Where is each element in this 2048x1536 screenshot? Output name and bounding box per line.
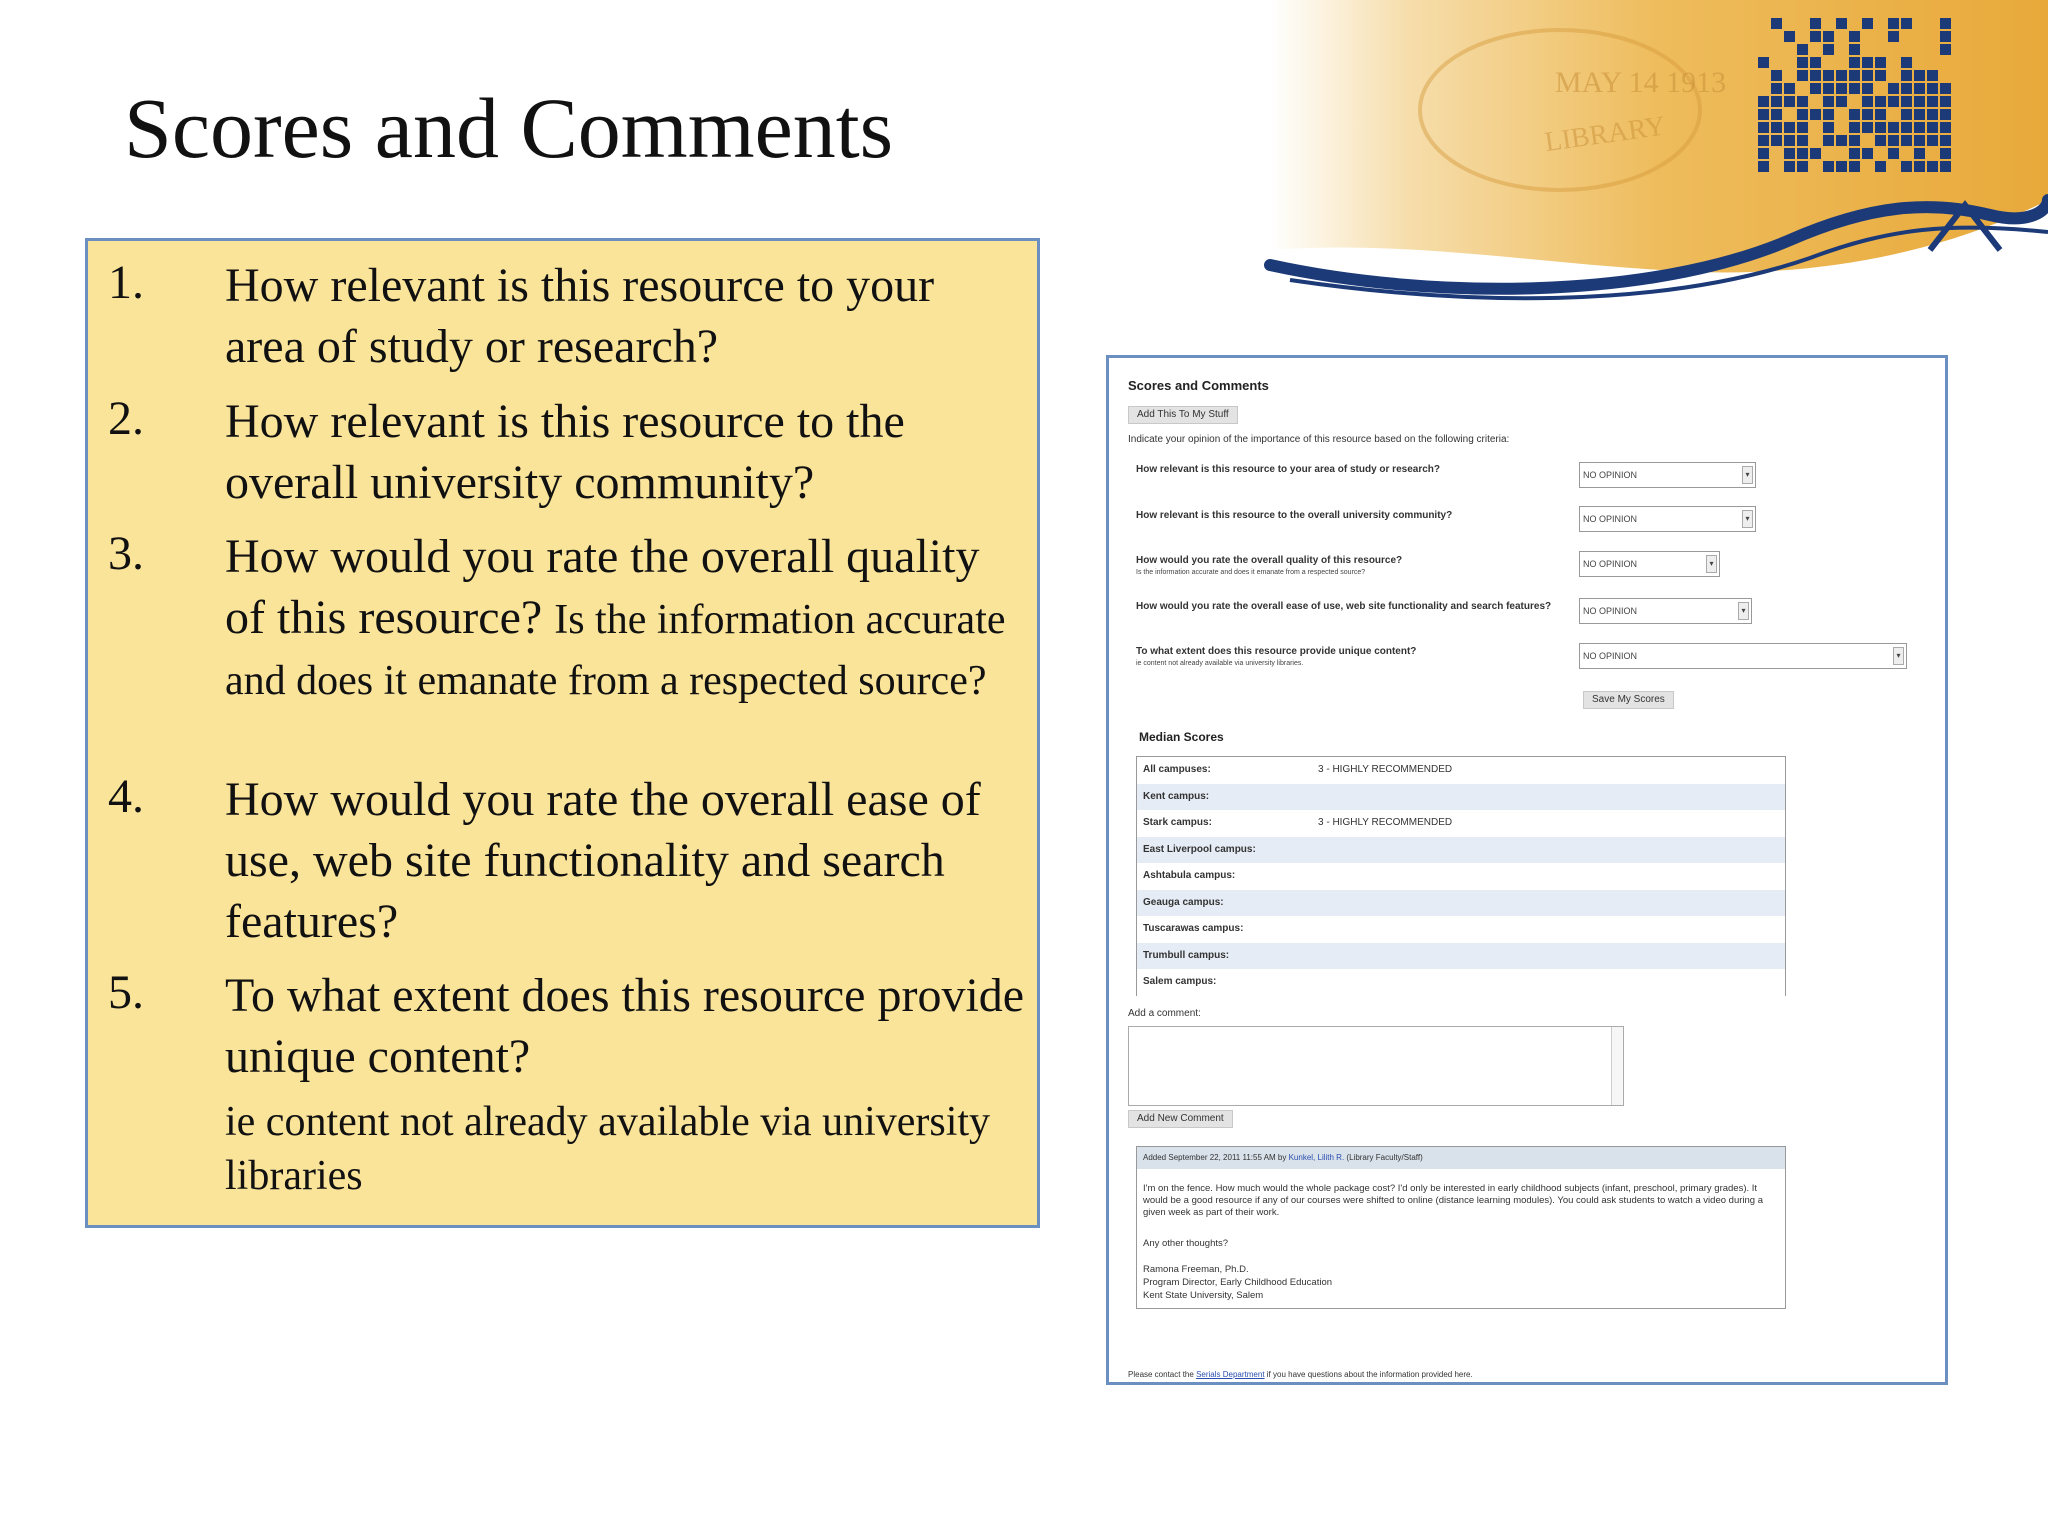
- pixel-tile: [1914, 70, 1925, 81]
- pixel-tile: [1940, 18, 1951, 29]
- pixel-tile: [1875, 109, 1886, 120]
- pixel-tile: [1797, 135, 1808, 146]
- select-value: NO OPINION: [1583, 651, 1638, 661]
- select-value: NO OPINION: [1583, 514, 1638, 524]
- pixel-tile: [1862, 96, 1873, 107]
- pixel-tile: [1810, 109, 1821, 120]
- pixel-tile: [1823, 70, 1834, 81]
- pixel-tile: [1875, 122, 1886, 133]
- pixel-tile: [1849, 109, 1860, 120]
- criterion-3-hint: Is the information accurate and does it emanate from a respected source?: [1136, 569, 1366, 576]
- pixel-tile: [1940, 96, 1951, 107]
- table-row: All campuses: 3 - HIGHLY RECOMMENDED: [1137, 757, 1785, 784]
- pixel-tile: [1862, 57, 1873, 68]
- page-heading: Scores and Comments: [1128, 378, 1269, 393]
- pixel-tile: [1810, 57, 1821, 68]
- table-row: Stark campus: 3 - HIGHLY RECOMMENDED: [1137, 810, 1785, 837]
- question-text: How relevant is this resource to your area of study or research?: [225, 259, 935, 373]
- pixel-tile: [1888, 122, 1899, 133]
- scores-page-screenshot: [1106, 355, 1948, 1385]
- questions-box: [85, 238, 1040, 1228]
- question-detail: Is the information accurate and does it emanate from a respected source?: [225, 597, 1006, 704]
- pixel-tile: [1823, 135, 1834, 146]
- pixel-tile: [1940, 122, 1951, 133]
- criterion-1-select[interactable]: [1579, 462, 1756, 488]
- pixel-tile: [1914, 148, 1925, 159]
- pixel-tile: [1875, 161, 1886, 172]
- pixel-tile: [1810, 83, 1821, 94]
- pixel-tile: [1862, 83, 1873, 94]
- pixel-tile: [1927, 109, 1938, 120]
- comment-question: Any other thoughts?: [1143, 1238, 1229, 1249]
- pixel-tile: [1849, 57, 1860, 68]
- criterion-3-label: How would you rate the overall quality of this resource?: [1136, 555, 1403, 566]
- add-comment-label: Add a comment:: [1128, 1008, 1201, 1019]
- serials-department-link[interactable]: Serials Department: [1196, 1370, 1265, 1379]
- median-scores-table: [1136, 756, 1786, 996]
- criterion-2-select[interactable]: [1579, 506, 1756, 532]
- pixel-tile: [1940, 135, 1951, 146]
- pixel-tile: [1901, 161, 1912, 172]
- pixel-tile: [1862, 18, 1873, 29]
- criterion-4-select[interactable]: [1579, 598, 1752, 624]
- pixel-tile: [1888, 83, 1899, 94]
- pixel-tile: [1927, 70, 1938, 81]
- pixel-tile: [1823, 31, 1834, 42]
- question-number: 1.: [108, 256, 144, 309]
- pixel-tile: [1771, 122, 1782, 133]
- pixel-tile: [1888, 31, 1899, 42]
- pixel-tile: [1836, 161, 1847, 172]
- pixel-tile: [1849, 31, 1860, 42]
- pixel-tile: [1862, 148, 1873, 159]
- table-row: Geauga campus:: [1137, 890, 1785, 917]
- chevron-down-icon: ▾: [1738, 602, 1749, 620]
- pixel-tile: [1758, 135, 1769, 146]
- question-detail: ie content not already available via university libraries: [225, 1099, 991, 1199]
- pixel-tile: [1901, 83, 1912, 94]
- pixel-tile: [1927, 83, 1938, 94]
- pixel-tile: [1849, 122, 1860, 133]
- comment-signature-name: Ramona Freeman, Ph.D.: [1143, 1264, 1249, 1275]
- pixel-tile: [1758, 57, 1769, 68]
- add-to-my-stuff-button[interactable]: Add This To My Stuff: [1128, 406, 1238, 424]
- pixel-tile: [1849, 161, 1860, 172]
- pixel-tile: [1771, 83, 1782, 94]
- question-text: [225, 526, 1025, 709]
- pixel-tile: [1914, 83, 1925, 94]
- question-number: 3.: [108, 527, 144, 580]
- pixel-tile: [1823, 109, 1834, 120]
- select-value: NO OPINION: [1583, 559, 1638, 569]
- question-text: To what extent does this resource provide unique content?: [225, 969, 1025, 1083]
- pixel-tile: [1914, 161, 1925, 172]
- table-row: Salem campus:: [1137, 969, 1785, 996]
- pixel-tile: [1914, 96, 1925, 107]
- pixel-tile: [1797, 122, 1808, 133]
- pixel-tile: [1875, 135, 1886, 146]
- pixel-tile: [1901, 57, 1912, 68]
- pixel-tile: [1823, 83, 1834, 94]
- pixel-tile: [1797, 109, 1808, 120]
- pixel-tile: [1797, 57, 1808, 68]
- pixel-tile: [1849, 70, 1860, 81]
- library-banner-art: [1230, 0, 2048, 320]
- pixel-tile: [1784, 31, 1795, 42]
- pixel-tile: [1823, 44, 1834, 55]
- pixel-tile: [1771, 96, 1782, 107]
- pixel-tile: [1875, 57, 1886, 68]
- pixel-tile: [1888, 148, 1899, 159]
- pixel-tile: [1784, 96, 1795, 107]
- pixel-tile: [1888, 18, 1899, 29]
- criterion-2-label: How relevant is this resource to the overall university community?: [1136, 510, 1453, 521]
- table-row: Tuscarawas campus:: [1137, 916, 1785, 943]
- table-row: Ashtabula campus:: [1137, 863, 1785, 890]
- pixel-tile: [1784, 135, 1795, 146]
- pixel-tile: [1797, 96, 1808, 107]
- pixel-tile: [1888, 135, 1899, 146]
- pixel-tile: [1927, 96, 1938, 107]
- pixel-tile: [1784, 161, 1795, 172]
- comment-author-role: (Library Faculty/Staff): [1346, 1153, 1423, 1162]
- comment-header: [1137, 1147, 1785, 1169]
- pixel-tile: [1849, 148, 1860, 159]
- pixel-tile: [1927, 161, 1938, 172]
- table-row: Trumbull campus:: [1137, 943, 1785, 970]
- criterion-5-select[interactable]: [1579, 643, 1907, 669]
- question-main: How would you rate the overall quality of this resource?: [225, 530, 980, 644]
- chevron-down-icon: ▾: [1893, 647, 1904, 665]
- median-scores-heading: Median Scores: [1139, 730, 1224, 744]
- pixel-tile: [1797, 70, 1808, 81]
- pixel-tile: [1849, 83, 1860, 94]
- criterion-5-hint: ie content not already available via university libraries.: [1136, 660, 1304, 667]
- pixel-tile: [1901, 122, 1912, 133]
- pixel-tile: [1836, 18, 1847, 29]
- question-text: How relevant is this resource to the overall university community?: [225, 395, 905, 509]
- pixel-tile: [1862, 70, 1873, 81]
- stamp-library: LIBRARY: [1542, 110, 1668, 159]
- chevron-down-icon: ▾: [1706, 555, 1717, 573]
- comment-body: I'm on the fence. How much would the whole package cost? I'd only be interested in early childhood subjects (infant, preschool, primary grades). It would be a good resource if any of our courses were shifted to online (distance learning modules). You could ask students to watch a video during a given week as part of their work.: [1143, 1183, 1763, 1218]
- criterion-5-label: To what extent does this resource provide unique content?: [1136, 646, 1417, 657]
- pixel-tile: [1927, 122, 1938, 133]
- save-my-scores-button[interactable]: Save My Scores: [1583, 691, 1674, 709]
- pixel-tile: [1758, 161, 1769, 172]
- pixel-tile: [1914, 109, 1925, 120]
- table-row: East Liverpool campus:: [1137, 837, 1785, 864]
- pixel-tile: [1823, 161, 1834, 172]
- criteria-intro: Indicate your opinion of the importance of this resource based on the following criteria:: [1128, 434, 1510, 445]
- pixel-tile: [1940, 161, 1951, 172]
- pixel-tile: [1862, 122, 1873, 133]
- pixel-tile: [1875, 70, 1886, 81]
- pixel-tile: [1901, 18, 1912, 29]
- slide-title: Scores and Comments: [124, 80, 894, 176]
- comment-date: Added September 22, 2011 11:55 AM by: [1143, 1153, 1287, 1162]
- question-text: How would you rate the overall ease of use, web site functionality and search features?: [225, 773, 981, 948]
- pixel-tile: [1810, 148, 1821, 159]
- pixel-tile: [1836, 96, 1847, 107]
- pixel-tile: [1901, 109, 1912, 120]
- comment-signature-title: Program Director, Early Childhood Education: [1143, 1277, 1333, 1288]
- pixel-tile: [1758, 96, 1769, 107]
- pixel-tile: [1940, 148, 1951, 159]
- pixel-tile: [1797, 161, 1808, 172]
- stamp-date: MAY 14 1913: [1555, 66, 1727, 99]
- pixel-tile: [1927, 135, 1938, 146]
- pixel-tile: [1823, 122, 1834, 133]
- footer-text: Please contact the: [1128, 1370, 1194, 1379]
- pixel-tile: [1810, 70, 1821, 81]
- pixel-tile: [1901, 135, 1912, 146]
- pixel-tile: [1940, 44, 1951, 55]
- question-number: 4.: [108, 770, 144, 823]
- page-footer: [1128, 1370, 1473, 1379]
- table-row: Kent campus:: [1137, 784, 1785, 811]
- pixel-tile: [1836, 70, 1847, 81]
- footer-text: if you have questions about the information provided here.: [1266, 1370, 1473, 1379]
- select-value: NO OPINION: [1583, 606, 1638, 616]
- pixel-tile: [1771, 18, 1782, 29]
- criterion-1-label: How relevant is this resource to your area of study or research?: [1136, 464, 1440, 475]
- pixel-tile: [1771, 135, 1782, 146]
- pixel-tile: [1836, 83, 1847, 94]
- pixel-tile: [1797, 148, 1808, 159]
- pixel-tile: [1940, 83, 1951, 94]
- textarea-scrollbar[interactable]: [1611, 1027, 1623, 1105]
- pixel-tile: [1771, 109, 1782, 120]
- pixel-tile: [1784, 122, 1795, 133]
- pixel-tile: [1771, 70, 1782, 81]
- question-number: 5.: [108, 966, 144, 1019]
- chevron-down-icon: ▾: [1742, 510, 1753, 528]
- pixel-tile: [1836, 135, 1847, 146]
- criterion-3-select[interactable]: [1579, 551, 1720, 577]
- pixel-tile: [1784, 83, 1795, 94]
- pixel-tile: [1758, 122, 1769, 133]
- pixel-tile: [1849, 135, 1860, 146]
- pixel-tile: [1758, 109, 1769, 120]
- pixel-tile: [1914, 135, 1925, 146]
- criterion-4-label: How would you rate the overall ease of use, web site functionality and search features?: [1136, 601, 1552, 612]
- pixel-tile: [1758, 148, 1769, 159]
- pixel-tile: [1940, 109, 1951, 120]
- pixel-tile: [1797, 44, 1808, 55]
- pixel-tile: [1901, 70, 1912, 81]
- pixel-tile: [1875, 96, 1886, 107]
- pixel-tile: [1823, 96, 1834, 107]
- pixel-tile: [1862, 109, 1873, 120]
- pixel-tile: [1888, 96, 1899, 107]
- comment-textarea[interactable]: [1128, 1026, 1624, 1106]
- comment-author-link[interactable]: Kunkel, Lilith R.: [1288, 1153, 1345, 1162]
- comment-entry: [1136, 1146, 1786, 1309]
- question-number: 2.: [108, 392, 144, 445]
- pixel-tile: [1810, 31, 1821, 42]
- pixel-tile: [1849, 44, 1860, 55]
- pixel-tile: [1901, 96, 1912, 107]
- comment-signature-org: Kent State University, Salem: [1143, 1290, 1264, 1301]
- add-new-comment-button[interactable]: Add New Comment: [1128, 1110, 1233, 1128]
- pixel-tile: [1914, 122, 1925, 133]
- pixel-tile: [1784, 148, 1795, 159]
- pixel-tile: [1940, 31, 1951, 42]
- pixel-tile: [1810, 18, 1821, 29]
- select-value: NO OPINION: [1583, 470, 1638, 480]
- chevron-down-icon: ▾: [1742, 466, 1753, 484]
